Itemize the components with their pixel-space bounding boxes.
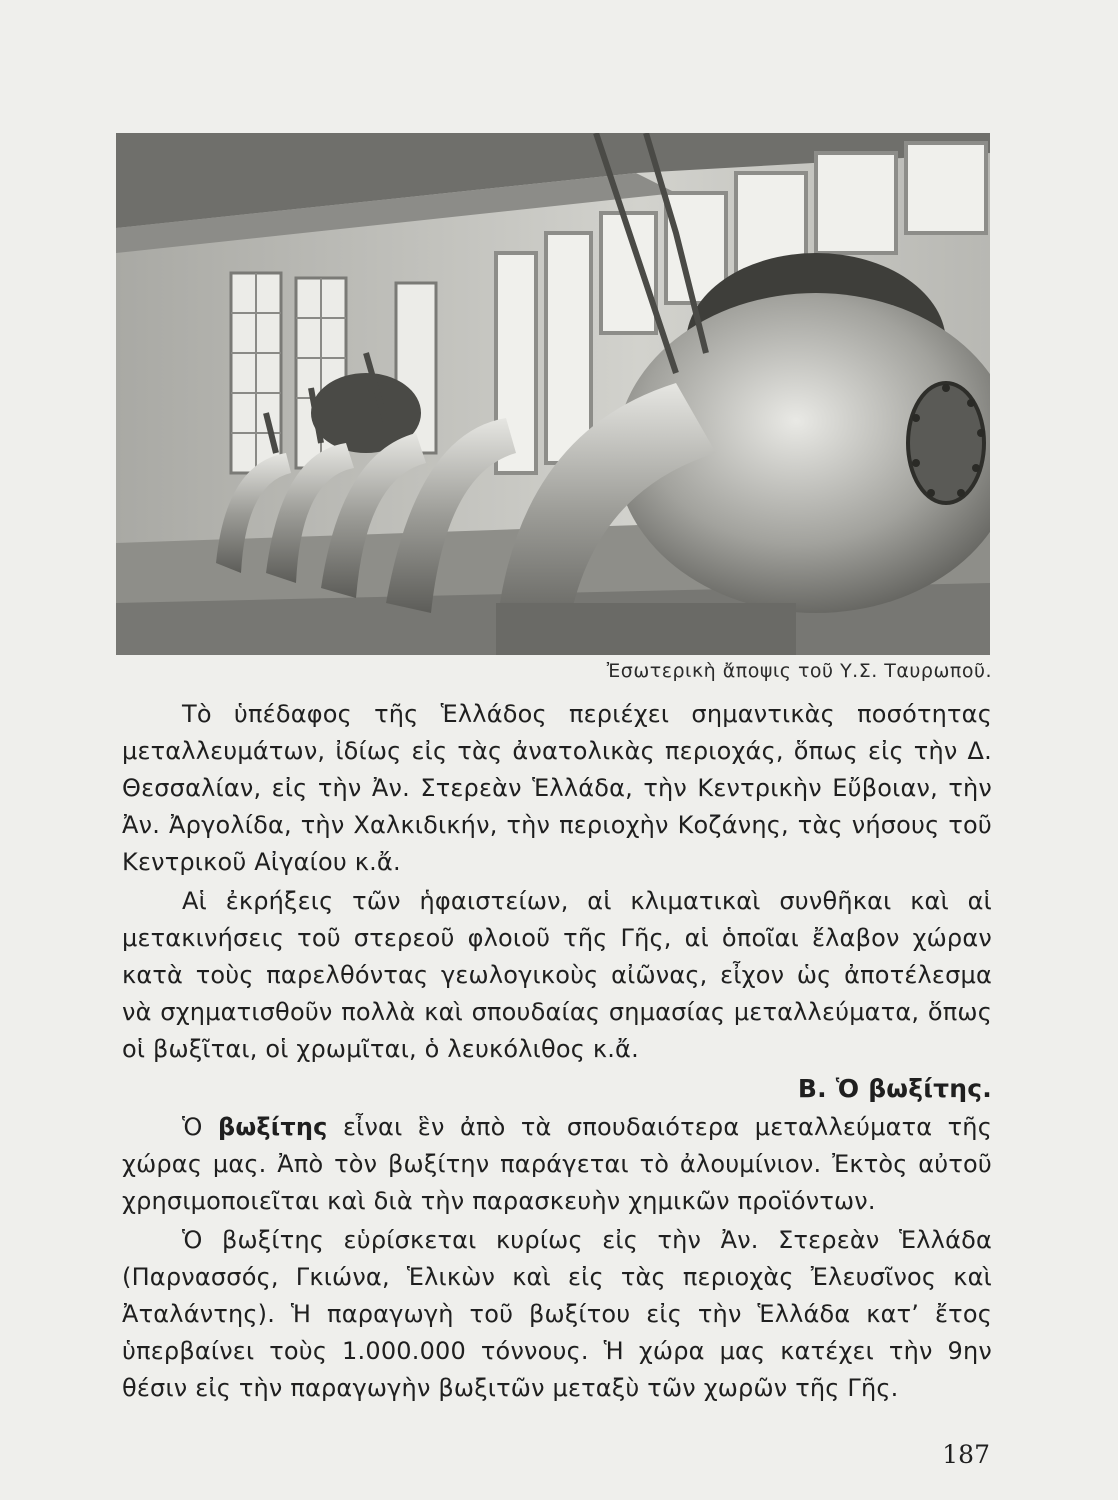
paragraph-3-rest: εἶναι ἓν ἀπὸ τὰ σπουδαιότερα μεταλλεύματα τῆς χώρας μας. Ἀπὸ τὸν βωξίτην παράγεται τὸ ἀλουμίνιον. Ἐκτὸς αὐτοῦ χρησιμοποιεῖται καὶ διὰ τὴν παρασκευὴν χημικῶν προϊόντων.: [122, 1113, 993, 1215]
paragraph-3: [122, 1109, 992, 1220]
hydroelectric-turbine-hall-photo-icon: [116, 133, 990, 655]
section-heading: Β. Ὁ βωξίτης.: [797, 1074, 992, 1103]
paragraph-3-bold-term: βωξίτης: [217, 1113, 328, 1141]
paragraph-4: Ὁ βωξίτης εὑρίσκεται κυρίως εἰς τὴν Ἀν. Στερεὰν Ἑλλάδα (Παρνασσός, Γκιώνα, Ἑλικὼν καὶ εἰς τὰς περιοχὰς Ἐλευσῖνος καὶ Ἀταλάντης). Ἡ παραγωγὴ τοῦ βωξίτου εἰς τὴν Ἑλλάδα κατ’ ἔτος ὑπερβαίνει τοὺς 1.000.000 τόννους. Ἡ χώρα μας κατέχει τὴν 9ην θέσιν εἰς τὴν παραγωγὴν βωξιτῶν μεταξὺ τῶν χωρῶν τῆς Γῆς.: [122, 1226, 992, 1402]
main-text: [122, 696, 992, 1407]
turbine-hall-photo: [116, 133, 990, 655]
photo-caption: Ἐσωτερικὴ ἄποψις τοῦ Υ.Σ. Ταυρωποῦ.: [606, 660, 992, 682]
paragraph-2: Αἱ ἐκρήξεις τῶν ἡφαιστείων, αἱ κλιματικαὶ συνθῆκαι καὶ αἱ μετακινήσεις τοῦ στερεοῦ φλοιοῦ τῆς Γῆς, αἱ ὁποῖαι ἔλαβον χώραν κατὰ τοὺς παρελθόντας γεωλογικοὺς αἰῶνας, εἶχον ὡς ἀποτέλεσμα νὰ σχηματισθοῦν πολλὰ καὶ σπουδαίας σημασίας μεταλλεύματα, ὅπως οἱ βωξῖται, οἱ χρωμῖται, ὁ λευκόλιθος κ.ἄ.: [122, 887, 992, 1063]
page-number: 187: [942, 1440, 990, 1469]
paragraph-1: Τὸ ὑπέδαφος τῆς Ἑλλάδος περιέχει σημαντικὰς ποσότητας μεταλλευμάτων, ἰδίως εἰς τὰς ἀνατολικὰς περιοχάς, ὅπως εἰς τὴν Δ. Θεσσαλίαν, εἰς τὴν Ἀν. Στερεὰν Ἑλλάδα, τὴν Κεντρικὴν Εὔβοιαν, τὴν Ἀν. Ἀργολίδα, τὴν Χαλκιδικήν, τὴν περιοχὴν Κοζάνης, τὰς νήσους τοῦ Κεντρικοῦ Αἰγαίου κ.ἄ.: [122, 700, 992, 876]
paragraph-3-lead: Ὁ: [182, 1113, 218, 1141]
